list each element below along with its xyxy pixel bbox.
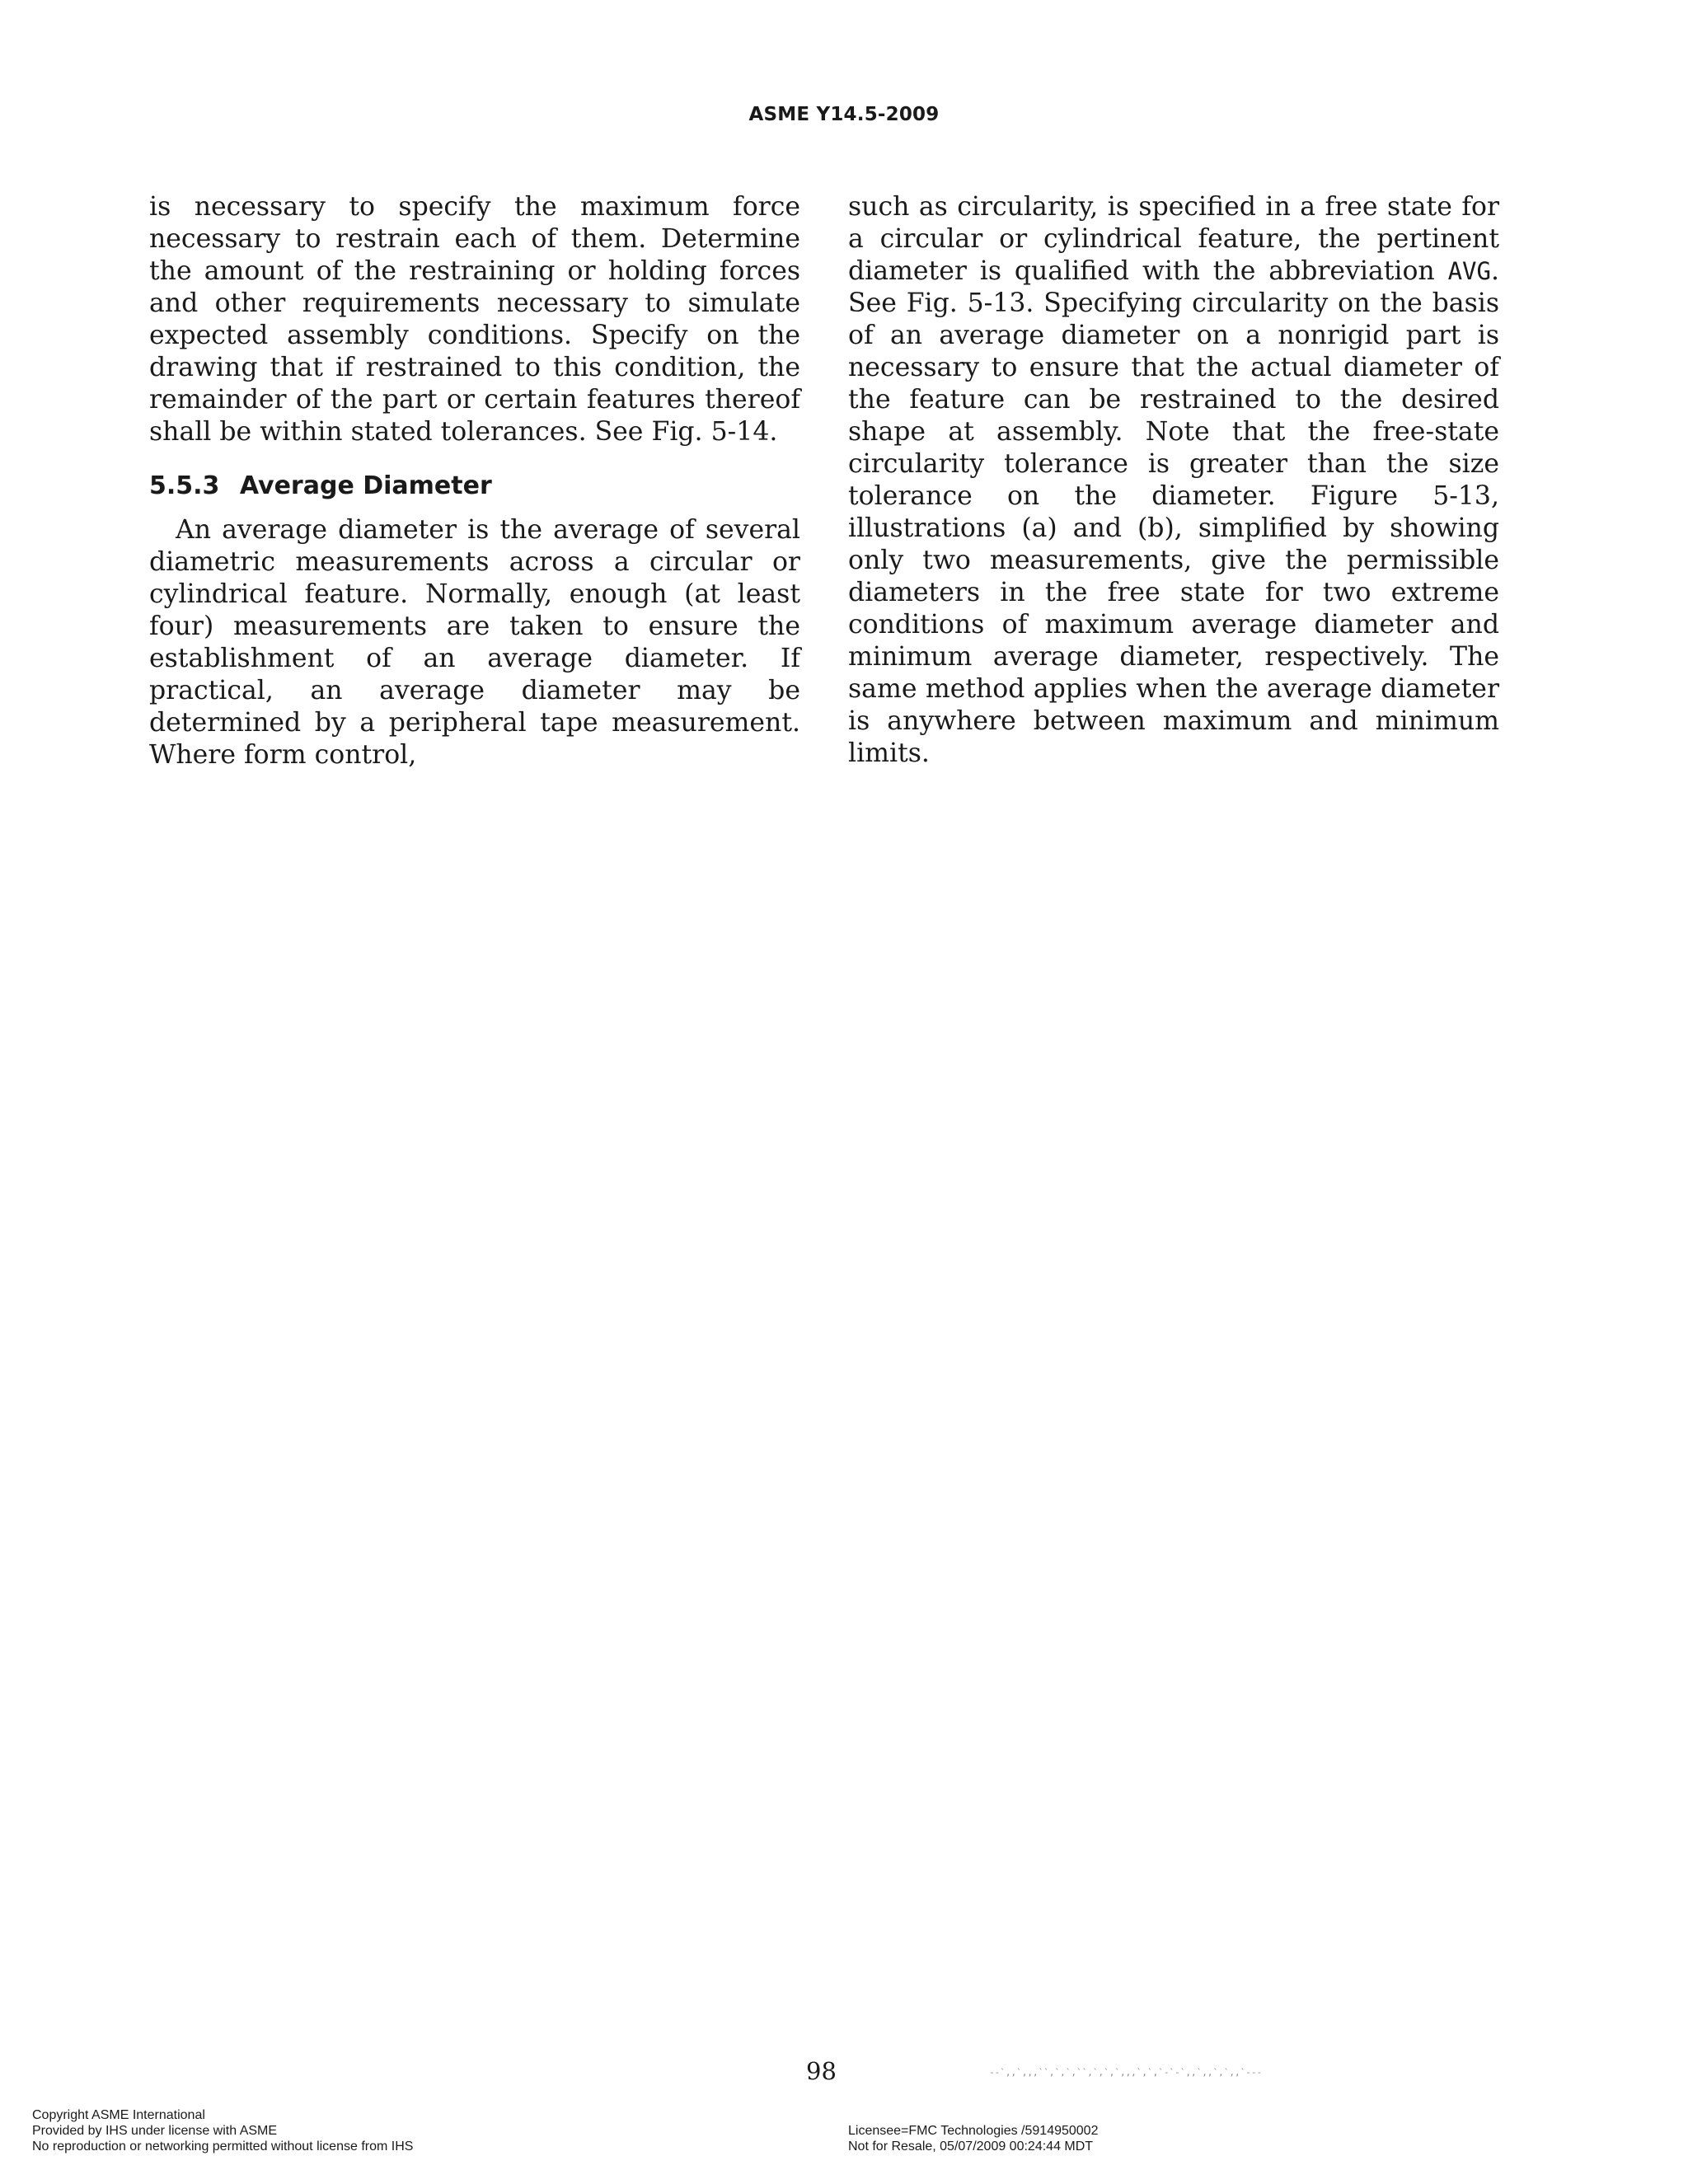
footer-line: Licensee=FMC Technologies /5914950002	[848, 2124, 1099, 2138]
footer-license	[848, 2123, 1098, 2154]
abbreviation-avg: AVG	[1447, 257, 1491, 285]
footer-line: Not for Resale, 05/07/2009 00:24:44 MDT	[848, 2139, 1094, 2154]
body-paragraph: An average diameter is the average of several diametric measurements across a circular or cylindrical feature. Normally, enough (at least four) measurements are taken to ensure the establishment of an average diameter. If practical, an average diameter may be determined by a peripheral tape measurement. Where form control,	[149, 515, 800, 770]
page-number: 98	[806, 2057, 837, 2085]
body-paragraph: is necessary to specify the maximum force necessary to restrain each of them. Determine the amount of the restraining or holding forces and other requirements necessary to simulate expected assembly conditions. Specify on the drawing that if restrained to this condition, the remainder of the part or certain features thereof shall be within stated tolerances. See Fig. 5-14.	[149, 192, 800, 447]
left-column	[149, 191, 800, 771]
footer-line: Copyright ASME International	[32, 2108, 205, 2122]
footer-line: No reproduction or networking permitted without license from IHS	[32, 2139, 414, 2154]
body-text: . See Fig. 5-13. Specifying circularity on the basis of an average diameter on a nonrigid part is necessary to ensure that the actual diameter of the feature can be restrained to the desired shape at assembly. Note that the free-state circularity tolerance is greater than the size tolerance on the diameter. Figure 5-13, illustrations (a) and (b), simplified by showing only two measurements, give the permissible diameters in the free state for two extreme conditions of maximum average diameter and minimum average diameter, respectively. The same method applies when the average diameter is anywhere between maximum and minimum limits.	[848, 256, 1499, 768]
section-title: Average Diameter	[239, 471, 492, 500]
section-heading	[149, 470, 800, 503]
section-number: 5.5.3	[149, 471, 220, 500]
body-paragraph	[848, 191, 1499, 770]
running-header: ASME Y14.5-2009	[748, 104, 940, 125]
right-column	[848, 191, 1499, 770]
scan-artifact: --`,,`,,,``,`,`,``,`,`,`,,,`,`,`-`-`,,`,,`,`,,`---	[989, 2067, 1263, 2078]
body-text: such as circularity, is specified in a free state for a circular or cylindrical feature, the pertinent diameter is qualified with the abbreviation	[848, 192, 1499, 286]
footer-copyright	[32, 2107, 413, 2154]
footer-line: Provided by IHS under license with ASME	[32, 2124, 278, 2138]
